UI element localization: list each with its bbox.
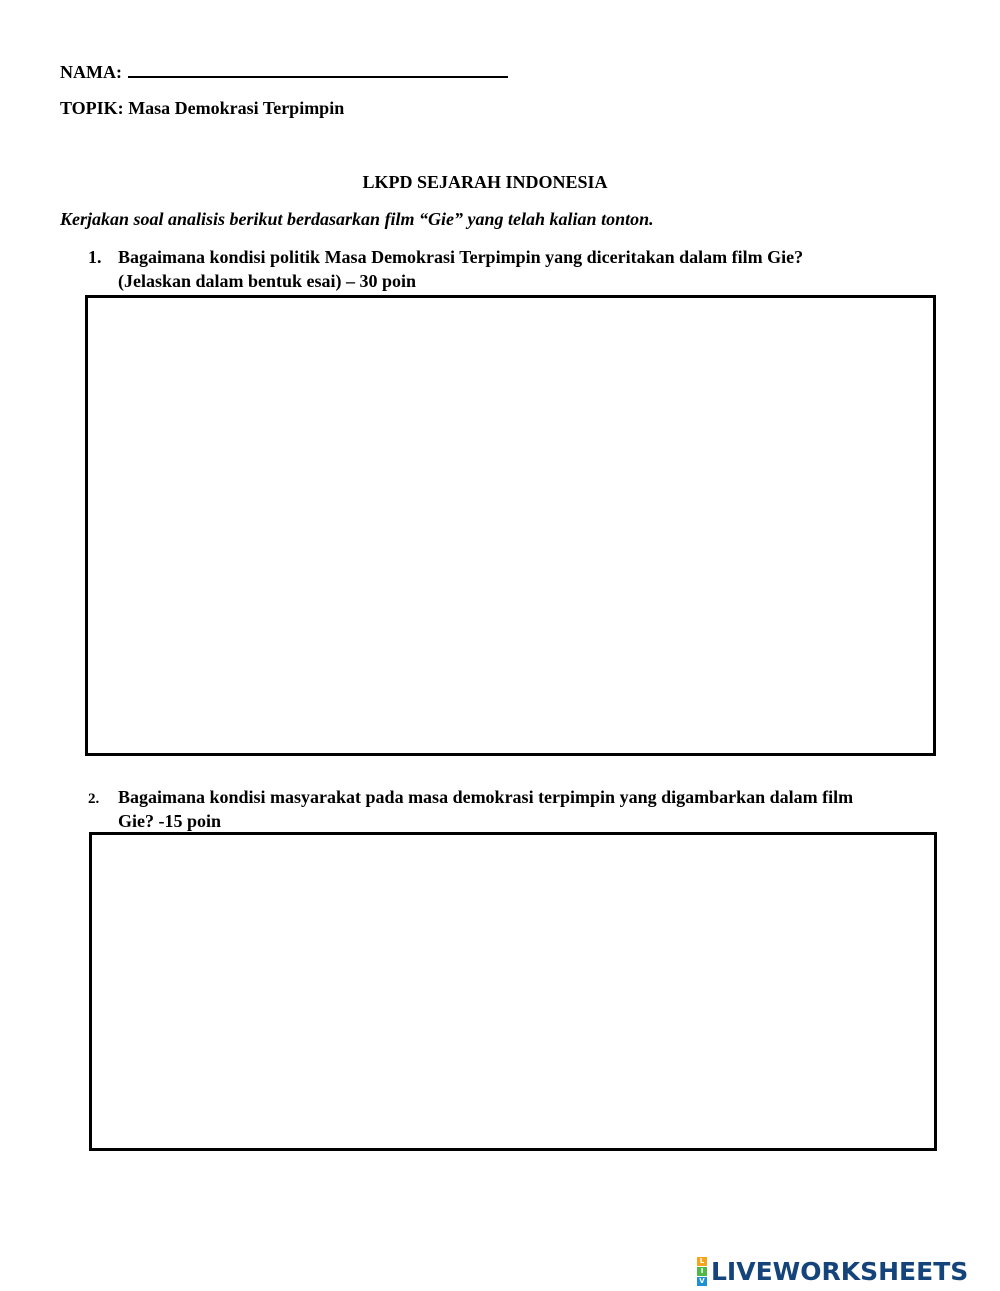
question-2-line-2: Gie? -15 poin bbox=[118, 811, 222, 831]
logo-mark-letter: L bbox=[697, 1257, 707, 1266]
question-1-line-1: Bagaimana kondisi politik Masa Demokrasi Terpimpin yang diceritakan dalam film Gie? bbox=[118, 247, 804, 267]
instruction-text: Kerjakan soal analisis berikut berdasarkan film “Gie” yang telah kalian tonton. bbox=[60, 209, 654, 229]
name-field-row bbox=[60, 60, 508, 83]
question-2-number: 2. bbox=[88, 791, 100, 807]
topic-value: Masa Demokrasi Terpimpin bbox=[128, 98, 345, 118]
question-2-answer-box[interactable] bbox=[89, 832, 937, 1151]
question-2-text bbox=[118, 785, 853, 833]
question-1-line-2: (Jelaskan dalam bentuk esai) – 30 poin bbox=[118, 271, 417, 291]
question-1-answer-box[interactable] bbox=[85, 295, 936, 756]
topic-label: TOPIK: bbox=[60, 98, 124, 118]
liveworksheets-logo-mark-icon bbox=[697, 1257, 707, 1286]
question-1-text bbox=[118, 245, 803, 293]
topic-row bbox=[60, 97, 344, 119]
liveworksheets-logo bbox=[697, 1256, 968, 1286]
logo-mark-letter: I bbox=[697, 1267, 707, 1276]
question-2-line-1: Bagaimana kondisi masyarakat pada masa demokrasi terpimpin yang digambarkan dalam film bbox=[118, 787, 854, 807]
name-label: NAMA: bbox=[60, 62, 122, 82]
logo-mark-letter: V bbox=[697, 1277, 707, 1286]
liveworksheets-logo-text: LIVEWORKSHEETS bbox=[711, 1256, 969, 1286]
worksheet-title: LKPD SEJARAH INDONESIA bbox=[362, 172, 608, 192]
name-blank-line[interactable] bbox=[128, 60, 508, 78]
question-1-number: 1. bbox=[88, 247, 102, 267]
